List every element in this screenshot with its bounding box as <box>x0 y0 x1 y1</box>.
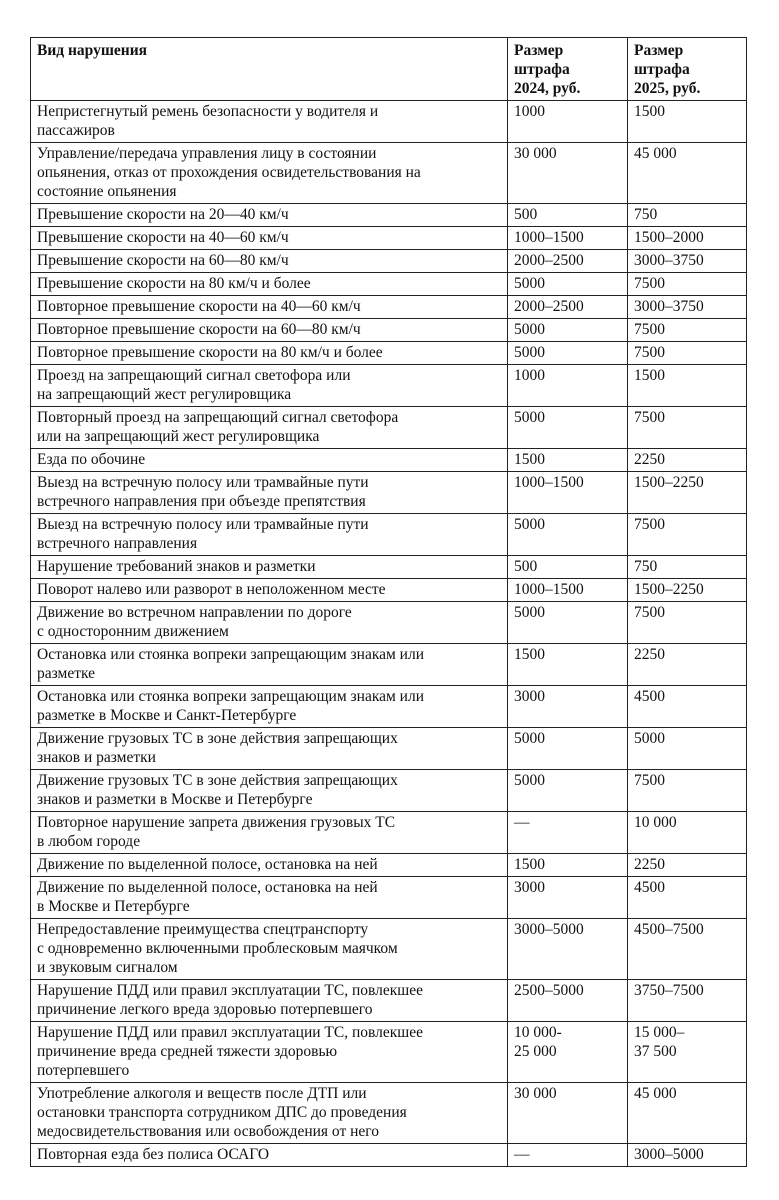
table-row <box>31 296 747 319</box>
fine-2024-cell: 5000 <box>508 273 628 296</box>
violation-cell: Поворот налево или разворот в неположенном месте <box>31 579 508 602</box>
violation-cell: Превышение скорости на 60—80 км/ч <box>31 250 508 273</box>
fine-2025-cell: 7500 <box>628 407 747 449</box>
table-row <box>31 1083 747 1144</box>
fine-2024-cell: 5000 <box>508 602 628 644</box>
fine-2025-cell: 3000–3750 <box>628 296 747 319</box>
fine-2025-cell: 7500 <box>628 319 747 342</box>
fine-2024-cell: 500 <box>508 204 628 227</box>
fine-2024-cell: 500 <box>508 556 628 579</box>
fine-2025-cell: 4500–7500 <box>628 919 747 980</box>
fine-2024-cell: 5000 <box>508 514 628 556</box>
table-row <box>31 342 747 365</box>
table-row <box>31 1022 747 1083</box>
fine-2025-cell: 3750–7500 <box>628 980 747 1022</box>
table-header <box>31 38 747 101</box>
fine-2024-cell: 1000–1500 <box>508 579 628 602</box>
table-row <box>31 812 747 854</box>
violation-cell: Выезд на встречную полосу или трамвайные пути встречного направления при объезде препятствия <box>31 472 508 514</box>
violation-cell: Непристегнутый ремень безопасности у водителя и пассажиров <box>31 101 508 143</box>
violation-cell: Остановка или стоянка вопреки запрещающим знакам или разметке <box>31 644 508 686</box>
table-row <box>31 602 747 644</box>
table-row <box>31 407 747 449</box>
fine-2025-cell: 5000 <box>628 728 747 770</box>
table-row <box>31 980 747 1022</box>
fine-2024-cell: 5000 <box>508 728 628 770</box>
table-row <box>31 101 747 143</box>
table-row <box>31 204 747 227</box>
fine-2025-cell: 10 000 <box>628 812 747 854</box>
fine-2025-cell: 2250 <box>628 644 747 686</box>
fine-2024-cell: 5000 <box>508 770 628 812</box>
fine-2025-cell: 750 <box>628 556 747 579</box>
violation-cell: Повторная езда без полиса ОСАГО <box>31 1144 508 1167</box>
header-row <box>31 38 747 101</box>
violation-cell: Движение по выделенной полосе, остановка на ней в Москве и Петербурге <box>31 877 508 919</box>
table-row <box>31 579 747 602</box>
table-row <box>31 644 747 686</box>
table-row <box>31 273 747 296</box>
fine-2024-cell: 1000–1500 <box>508 472 628 514</box>
fine-2024-cell: 1500 <box>508 854 628 877</box>
header-fine-2025: Размер штрафа 2025, руб. <box>628 38 747 101</box>
violation-cell: Движение во встречном направлении по дороге с односторонним движением <box>31 602 508 644</box>
fine-2024-cell: 1000 <box>508 101 628 143</box>
fine-2025-cell: 1500–2250 <box>628 579 747 602</box>
violation-cell: Повторное превышение скорости на 40—60 км/ч <box>31 296 508 319</box>
fine-2025-cell: 4500 <box>628 686 747 728</box>
fine-2025-cell: 7500 <box>628 514 747 556</box>
table-row <box>31 728 747 770</box>
fine-2024-cell: 3000 <box>508 686 628 728</box>
table-row <box>31 877 747 919</box>
violation-cell: Повторное превышение скорости на 60—80 км/ч <box>31 319 508 342</box>
fine-2024-cell: 1000 <box>508 365 628 407</box>
fine-2025-cell: 3000–5000 <box>628 1144 747 1167</box>
violation-cell: Движение грузовых ТС в зоне действия запрещающих знаков и разметки <box>31 728 508 770</box>
fine-2024-cell: 2000–2500 <box>508 250 628 273</box>
table-body <box>31 101 747 1167</box>
violation-cell: Езда по обочине <box>31 449 508 472</box>
table-row <box>31 227 747 250</box>
violation-cell: Повторное превышение скорости на 80 км/ч и более <box>31 342 508 365</box>
fine-2024-cell: 2000–2500 <box>508 296 628 319</box>
table-row <box>31 686 747 728</box>
fine-2025-cell: 2250 <box>628 449 747 472</box>
table-row <box>31 556 747 579</box>
fine-2025-cell: 3000–3750 <box>628 250 747 273</box>
fine-2025-cell: 15 000– 37 500 <box>628 1022 747 1083</box>
fine-2024-cell: 5000 <box>508 407 628 449</box>
fine-2024-cell: 5000 <box>508 342 628 365</box>
fine-2025-cell: 1500–2000 <box>628 227 747 250</box>
violation-cell: Нарушение требований знаков и разметки <box>31 556 508 579</box>
table-row <box>31 919 747 980</box>
table-row <box>31 514 747 556</box>
fine-2024-cell: 5000 <box>508 319 628 342</box>
fine-2024-cell: — <box>508 1144 628 1167</box>
fine-2025-cell: 1500–2250 <box>628 472 747 514</box>
violation-cell: Нарушение ПДД или правил эксплуатации ТС, повлекшее причинение легкого вреда здоровью потерпевшего <box>31 980 508 1022</box>
table-row <box>31 770 747 812</box>
fine-2025-cell: 2250 <box>628 854 747 877</box>
table-row <box>31 143 747 204</box>
violation-cell: Превышение скорости на 20—40 км/ч <box>31 204 508 227</box>
fine-2024-cell: 30 000 <box>508 143 628 204</box>
violation-cell: Повторное нарушение запрета движения грузовых ТС в любом городе <box>31 812 508 854</box>
violation-cell: Употребление алкоголя и веществ после ДТП или остановки транспорта сотрудником ДПС до проведения медосвидетельствования или освобождения от него <box>31 1083 508 1144</box>
header-violation-type: Вид нарушения <box>31 38 508 101</box>
fine-2024-cell: 30 000 <box>508 1083 628 1144</box>
violation-cell: Превышение скорости на 40—60 км/ч <box>31 227 508 250</box>
fine-2024-cell: 10 000- 25 000 <box>508 1022 628 1083</box>
table-row <box>31 472 747 514</box>
fine-2025-cell: 7500 <box>628 273 747 296</box>
table-row <box>31 365 747 407</box>
fine-2025-cell: 750 <box>628 204 747 227</box>
table-row <box>31 250 747 273</box>
table-row <box>31 1144 747 1167</box>
fine-2024-cell: 1500 <box>508 449 628 472</box>
fine-2025-cell: 1500 <box>628 365 747 407</box>
fines-table <box>30 37 747 1167</box>
table-row <box>31 449 747 472</box>
violation-cell: Движение грузовых ТС в зоне действия запрещающих знаков и разметки в Москве и Петербурге <box>31 770 508 812</box>
fine-2025-cell: 1500 <box>628 101 747 143</box>
violation-cell: Непредоставление преимущества спецтранспорту с одновременно включенными проблесковым маячком и звуковым сигналом <box>31 919 508 980</box>
violation-cell: Управление/передача управления лицу в состоянии опьянения, отказ от прохождения освидетельствования на состояние опьянения <box>31 143 508 204</box>
fine-2025-cell: 4500 <box>628 877 747 919</box>
fine-2024-cell: 1000–1500 <box>508 227 628 250</box>
fine-2024-cell: 3000 <box>508 877 628 919</box>
fine-2025-cell: 45 000 <box>628 143 747 204</box>
fine-2025-cell: 7500 <box>628 770 747 812</box>
violation-cell: Повторный проезд на запрещающий сигнал светофора или на запрещающий жест регулировщика <box>31 407 508 449</box>
fine-2025-cell: 7500 <box>628 342 747 365</box>
fine-2024-cell: 3000–5000 <box>508 919 628 980</box>
fine-2024-cell: 2500–5000 <box>508 980 628 1022</box>
violation-cell: Остановка или стоянка вопреки запрещающим знакам или разметке в Москве и Санкт-Петербурге <box>31 686 508 728</box>
fine-2025-cell: 45 000 <box>628 1083 747 1144</box>
fine-2024-cell: 1500 <box>508 644 628 686</box>
violation-cell: Проезд на запрещающий сигнал светофора или на запрещающий жест регулировщика <box>31 365 508 407</box>
violation-cell: Нарушение ПДД или правил эксплуатации ТС, повлекшее причинение вреда средней тяжести здоровью потерпевшего <box>31 1022 508 1083</box>
fine-2025-cell: 7500 <box>628 602 747 644</box>
fine-2024-cell: — <box>508 812 628 854</box>
table-row <box>31 854 747 877</box>
violation-cell: Движение по выделенной полосе, остановка на ней <box>31 854 508 877</box>
header-fine-2024: Размер штрафа 2024, руб. <box>508 38 628 101</box>
table-row <box>31 319 747 342</box>
violation-cell: Выезд на встречную полосу или трамвайные пути встречного направления <box>31 514 508 556</box>
violation-cell: Превышение скорости на 80 км/ч и более <box>31 273 508 296</box>
